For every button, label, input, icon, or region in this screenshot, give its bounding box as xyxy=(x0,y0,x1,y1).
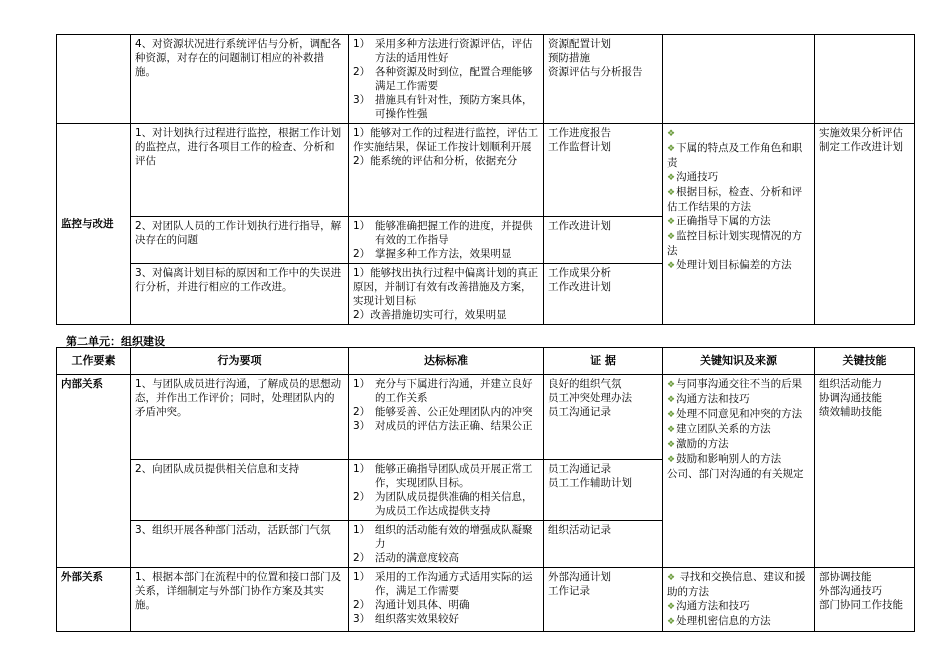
item-number: 1） xyxy=(353,38,371,50)
header-behavior: 行为要项 xyxy=(131,348,349,375)
evidence-item: 员工沟通记录 xyxy=(548,406,611,418)
standard-cell xyxy=(349,568,544,632)
skill-cell xyxy=(815,568,915,632)
knowledge-text: 激励的方法 xyxy=(676,438,729,450)
skill-cell xyxy=(815,375,915,568)
knowledge-text: 监控目标计划实现情况的方法 xyxy=(667,230,803,257)
item-number: 3） xyxy=(353,420,371,432)
evidence-item: 工作改进计划 xyxy=(548,220,611,232)
standard-text xyxy=(353,308,539,322)
evidence-item: 外部沟通计划 xyxy=(548,571,611,583)
behavior-cell xyxy=(131,35,349,124)
competency-table-continued xyxy=(56,34,915,325)
evidence-cell xyxy=(544,521,663,568)
unit-title: 第二单元：组织建设 xyxy=(66,335,165,348)
skill-item: 组织活动能力 xyxy=(819,378,882,390)
standard-text: 为团队成员提供准确的相关信息，为成员工作达成提供支持 xyxy=(375,491,533,517)
item-number: 2） xyxy=(353,491,371,503)
table-header-row xyxy=(57,348,915,375)
knowledge-cell xyxy=(663,375,815,568)
diamond-bullet-icon: ❖ xyxy=(667,261,676,271)
behavior-text: 3、组织开展各种部门活动，活跃部门气氛 xyxy=(135,524,331,536)
knowledge-item xyxy=(667,570,810,599)
evidence-item: 员工冲突处理办法 xyxy=(548,392,632,404)
standard-cell xyxy=(349,375,544,460)
standard-text: 采用多种方法进行资源评估，评估方法的适用性好 xyxy=(375,38,533,64)
behavior-text: 1、对计划执行过程进行监控，根据工作计划的监控点，进行各项目工作的检查、分析和评估 xyxy=(135,127,342,167)
knowledge-text: 处理不同意见和冲突的方法 xyxy=(676,408,803,420)
standard-cell xyxy=(349,460,544,521)
table-row xyxy=(57,124,915,217)
knowledge-cell-empty xyxy=(663,35,815,124)
diamond-bullet-icon: ❖ xyxy=(667,440,676,450)
diamond-bullet-icon: ❖ xyxy=(667,617,676,627)
knowledge-cell xyxy=(663,124,815,325)
behavior-cell xyxy=(131,124,349,217)
behavior-cell xyxy=(131,264,349,325)
skill-item: 部门协同工作技能 xyxy=(819,599,903,611)
standard-text: 能够正确指导团队成员开展正常工作，实现团队目标。 xyxy=(375,463,533,489)
standard-text: 对成员的评估方法正确、结果公正 xyxy=(375,420,533,432)
item-number: 2） xyxy=(353,552,371,564)
standard-text: 活动的满意度较高 xyxy=(375,552,459,564)
knowledge-cell xyxy=(663,568,815,632)
standard-cell xyxy=(349,521,544,568)
skill-item: 绩效辅助技能 xyxy=(819,406,882,418)
standard-cell xyxy=(349,264,544,325)
skill-item: 制定工作改进计划 xyxy=(819,141,903,153)
knowledge-item xyxy=(667,214,810,229)
work-element-label: 监控与改进 xyxy=(57,124,131,325)
diamond-bullet-icon: ❖ xyxy=(667,129,676,139)
header-evidence: 证 据 xyxy=(544,348,663,375)
standard-text: 采用的工作沟通方式适用实际的运作，满足工作需要 xyxy=(375,571,533,597)
competency-table-unit2 xyxy=(56,347,915,632)
item-number: 1） xyxy=(353,220,371,232)
evidence-cell xyxy=(544,217,663,264)
evidence-cell xyxy=(544,124,663,217)
diamond-bullet-icon: ❖ xyxy=(667,410,676,420)
standard-text: 沟通计划具体、明确 xyxy=(375,599,470,611)
knowledge-text: 寻找和交换信息、建议和援助的方法 xyxy=(667,571,806,598)
evidence-cell xyxy=(544,460,663,521)
standard-text: 改善措施切实可行，效果明显 xyxy=(370,309,507,321)
evidence-item: 预防措施 xyxy=(548,52,590,64)
behavior-cell xyxy=(131,568,349,632)
knowledge-item xyxy=(667,452,810,467)
evidence-item: 员工沟通记录 xyxy=(548,463,611,475)
knowledge-text: 下属的特点及工作角色和职责 xyxy=(667,142,803,169)
behavior-text: 1、与团队成员进行沟通，了解成员的思想动态，并作出工作评价；同时，处理团队内的矛盾冲突。 xyxy=(135,378,342,418)
evidence-cell xyxy=(544,568,663,632)
knowledge-text: 根据目标，检查、分析和评估工作结果的方法 xyxy=(667,186,803,213)
knowledge-item xyxy=(667,407,810,422)
knowledge-text: 处理机密信息的方法 xyxy=(676,615,771,627)
standard-text xyxy=(353,126,539,154)
diamond-bullet-icon: ❖ xyxy=(667,602,676,612)
knowledge-item xyxy=(667,126,810,141)
skill-cell-empty xyxy=(815,35,915,124)
item-number: 1） xyxy=(353,571,371,583)
evidence-item: 良好的组织气氛 xyxy=(548,378,622,390)
diamond-bullet-icon: ❖ xyxy=(667,188,676,198)
behavior-cell xyxy=(131,217,349,264)
diamond-bullet-icon: ❖ xyxy=(667,217,676,227)
header-skill: 关键技能 xyxy=(815,348,915,375)
work-element-label: 内部关系 xyxy=(57,375,131,568)
evidence-cell xyxy=(544,264,663,325)
behavior-text: 4、对资源状况进行系统评估与分析，调配各种资源，对存在的问题制订相应的补救措施。 xyxy=(135,38,342,78)
diamond-bullet-icon: ❖ xyxy=(667,232,676,242)
item-number: 3） xyxy=(353,94,371,106)
item-number: 2） xyxy=(353,599,371,611)
diamond-bullet-icon: ❖ xyxy=(667,395,676,405)
evidence-item: 资源配置计划 xyxy=(548,38,611,50)
knowledge-item xyxy=(667,185,810,214)
skill-item: 外部沟通技巧 xyxy=(819,585,882,597)
standard-text: 充分与下属进行沟通，并建立良好的工作关系 xyxy=(375,378,533,404)
diamond-bullet-icon: ❖ xyxy=(667,173,676,183)
knowledge-text: 沟通方法和技巧 xyxy=(676,393,750,405)
evidence-item: 工作成果分析 xyxy=(548,267,611,279)
behavior-cell xyxy=(131,460,349,521)
evidence-item: 工作改进计划 xyxy=(548,281,611,293)
knowledge-text: 处理计划目标偏差的方法 xyxy=(676,259,792,271)
standard-text: 组织的活动能有效的增强成队凝聚力 xyxy=(375,524,533,550)
item-number: 1） xyxy=(353,524,371,536)
standard-cell xyxy=(349,124,544,217)
evidence-cell xyxy=(544,35,663,124)
behavior-text: 1、根据本部门在流程中的位置和接口部门及关系，详细制定与外部门协作方案及其实施。 xyxy=(135,571,342,611)
item-number: 1） xyxy=(353,378,371,390)
header-knowledge: 关键知识及来源 xyxy=(663,348,815,375)
evidence-cell xyxy=(544,375,663,460)
diamond-bullet-icon: ❖ xyxy=(667,455,676,465)
table-row xyxy=(57,35,915,124)
behavior-text: 2、向团队成员提供相关信息和支持 xyxy=(135,463,300,475)
item-number: 1） xyxy=(353,463,371,475)
knowledge-text: 沟通方法和技巧 xyxy=(676,600,750,612)
element-cell-empty xyxy=(57,35,131,124)
behavior-cell xyxy=(131,521,349,568)
standard-text xyxy=(353,266,539,308)
knowledge-text: 建立团队关系的方法 xyxy=(676,423,771,435)
knowledge-item xyxy=(667,437,810,452)
standard-text: 能够准确把握工作的进度，并提供有效的工作指导 xyxy=(375,220,533,246)
knowledge-item xyxy=(667,229,810,258)
evidence-item: 组织活动记录 xyxy=(548,524,611,536)
behavior-text: 3、对偏离计划目标的原因和工作中的失误进行分析，并进行相应的工作改进。 xyxy=(135,267,342,293)
knowledge-item xyxy=(667,141,810,170)
standard-text: 能够对工作的过程进行监控，评估工作实施结果，保证工作按计划顺利开展 xyxy=(353,127,539,153)
skill-item: 部协调技能 xyxy=(819,571,872,583)
standard-cell xyxy=(349,35,544,124)
knowledge-item xyxy=(667,170,810,185)
diamond-bullet-icon: ❖ xyxy=(667,380,676,390)
knowledge-text: 鼓励和影响别人的方法 xyxy=(676,453,782,465)
diamond-bullet-icon: ❖ xyxy=(667,573,676,583)
item-number: 2） xyxy=(353,406,371,418)
standard-text xyxy=(353,154,539,168)
standard-text: 组织落实效果较好 xyxy=(375,613,459,625)
evidence-item: 工作监督计划 xyxy=(548,141,611,153)
standard-text: 各种资源及时到位，配置合理能够满足工作需要 xyxy=(375,66,533,92)
header-work-element: 工作要素 xyxy=(57,348,131,375)
diamond-bullet-icon: ❖ xyxy=(667,144,676,154)
knowledge-item xyxy=(667,599,810,614)
behavior-text: 2、对团队人员的工作计划执行进行指导，解决存在的问题 xyxy=(135,220,342,246)
diamond-bullet-icon: ❖ xyxy=(667,425,676,435)
table-row xyxy=(57,375,915,460)
knowledge-text: 正确指导下属的方法 xyxy=(676,215,771,227)
item-number: 2） xyxy=(353,155,371,167)
item-number: 2） xyxy=(353,248,371,260)
knowledge-item xyxy=(667,614,810,629)
standard-text: 掌握多种工作方法，效果明显 xyxy=(375,248,512,260)
skill-cell xyxy=(815,124,915,325)
skill-item: 协调沟通技能 xyxy=(819,392,882,404)
standard-text: 能够妥善、公正处理团队内的冲突 xyxy=(375,406,533,418)
knowledge-item xyxy=(667,392,810,407)
item-number: 1） xyxy=(353,267,371,279)
standard-cell xyxy=(349,217,544,264)
evidence-item: 工作记录 xyxy=(548,585,590,597)
item-number: 2） xyxy=(353,309,371,321)
item-number: 3） xyxy=(353,613,371,625)
item-number: 2） xyxy=(353,66,371,78)
table-row xyxy=(57,568,915,632)
behavior-cell xyxy=(131,375,349,460)
knowledge-item xyxy=(667,258,810,273)
work-element-label: 外部关系 xyxy=(57,568,131,632)
evidence-item: 工作进度报告 xyxy=(548,127,611,139)
knowledge-text: 沟通技巧 xyxy=(676,171,719,183)
knowledge-text: 与同事沟通交往不当的后果 xyxy=(676,378,803,390)
knowledge-item: 公司、部门对沟通的有关规定 xyxy=(667,468,804,480)
item-number: 1） xyxy=(353,127,371,139)
header-standard: 达标标准 xyxy=(349,348,544,375)
standard-text: 能系统的评估和分析，依据充分 xyxy=(370,155,518,167)
evidence-item: 资源评估与分析报告 xyxy=(548,66,643,78)
standard-text: 措施具有针对性，预防方案具体，可操作性强 xyxy=(375,94,533,120)
knowledge-item xyxy=(667,422,810,437)
knowledge-item xyxy=(667,377,810,392)
skill-item: 实施效果分析评估 xyxy=(819,127,903,139)
evidence-item: 员工工作辅助计划 xyxy=(548,477,632,489)
standard-text: 能够找出执行过程中偏离计划的真正原因，并制订有效有改善措施及方案，实现计划目标 xyxy=(353,267,539,307)
